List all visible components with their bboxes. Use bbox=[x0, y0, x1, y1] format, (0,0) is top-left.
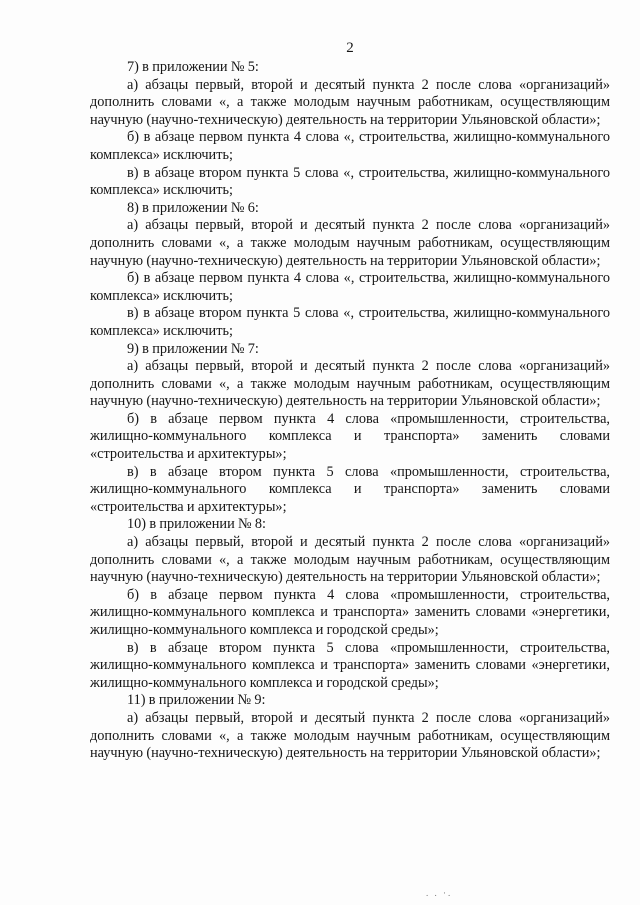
amendment-item: а) абзацы первый, второй и десятый пункта 2 после слова «организаций» дополнить словами «, а также молодым научным работникам, осуществляющим научную (научно-техническую) деятельность на территории Ульяновской области»; bbox=[90, 217, 610, 269]
amendment-item: в) в абзаце втором пункта 5 слова «промышленности, строительства, жилищно-коммунального комплекса и транспорта» заменить словами «энергетики, жилищно-коммунального комплекса и городской среды»; bbox=[90, 639, 610, 691]
amendment-item: а) абзацы первый, второй и десятый пункта 2 после слова «организаций» дополнить словами «, а также молодым научным работникам, осуществляющим научную (научно-техническую) деятельность на территории Ульяновской области»; bbox=[90, 358, 610, 410]
amendment-item: в) в абзаце втором пункта 5 слова «, строительства, жилищно-коммунального комплекса» исключить; bbox=[90, 305, 610, 339]
amendment-item: а) абзацы первый, второй и десятый пункта 2 после слова «организаций» дополнить словами «, а также молодым научным работникам, осуществляющим научную (научно-техническую) деятельность на территории Ульяновской области»; bbox=[90, 76, 610, 128]
amendment-item: б) в абзаце первом пункта 4 слова «, строительства, жилищно-коммунального комплекса» исключить; bbox=[90, 270, 610, 304]
document-body bbox=[90, 59, 610, 763]
amendment-item: а) абзацы первый, второй и десятый пункта 2 после слова «организаций» дополнить словами «, а также молодым научным работникам, осуществляющим научную (научно-техническую) деятельность на территории Ульяновской области»; bbox=[90, 534, 610, 586]
amendment-item: а) абзацы первый, второй и десятый пункта 2 после слова «организаций» дополнить словами «, а также молодым научным работникам, осуществляющим научную (научно-техническую) деятельность на территории Ульяновской области»; bbox=[90, 709, 610, 762]
scan-artifact: . . ·. bbox=[426, 888, 453, 898]
amendment-item: в) в абзаце втором пункта 5 слова «, строительства, жилищно-коммунального комплекса» исключить; bbox=[90, 164, 610, 199]
section-heading: 10) в приложении № 8: bbox=[127, 516, 267, 533]
amendment-item: б) в абзаце первом пункта 4 слова «промышленности, строительства, жилищно-коммунального комплекса и транспорта» заменить словами «строительства и архитектуры»; bbox=[90, 410, 610, 463]
section-heading: 8) в приложении № 6: bbox=[127, 199, 259, 216]
amendment-item: б) в абзаце первом пункта 4 слова «промышленности, строительства, жилищно-коммунального комплекса и транспорта» заменить словами «энергетики, жилищно-коммунального комплекса и городской среды»; bbox=[90, 586, 610, 638]
amendment-item: б) в абзаце первом пункта 4 слова «, строительства, жилищно-коммунального комплекса» исключить; bbox=[90, 129, 610, 163]
page-number: 2 bbox=[346, 40, 354, 56]
section-heading: 9) в приложении № 7: bbox=[127, 340, 259, 357]
amendment-item: в) в абзаце втором пункта 5 слова «промышленности, строительства, жилищно-коммунального комплекса и транспорта» заменить словами «строительства и архитектуры»; bbox=[90, 463, 610, 515]
section-heading: 7) в приложении № 5: bbox=[127, 59, 259, 75]
section-heading: 11) в приложении № 9: bbox=[127, 692, 266, 709]
